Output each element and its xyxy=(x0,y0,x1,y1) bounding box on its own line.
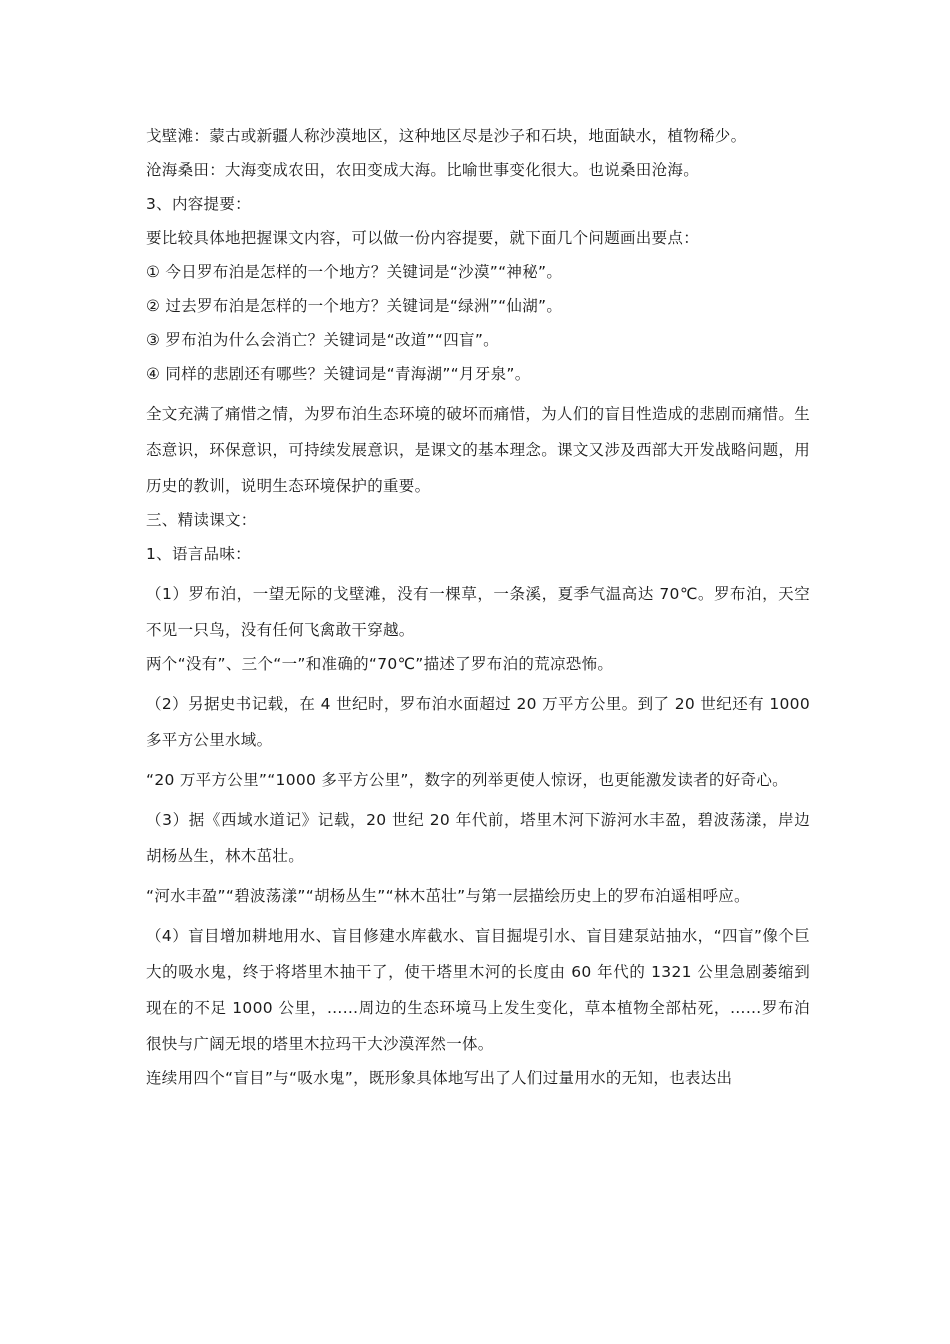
summary-point-2: ② 过去罗布泊是怎样的一个地方？关键词是“绿洲”“仙湖”。 xyxy=(146,297,563,315)
definition-gobi: 戈壁滩：蒙古或新疆人称沙漠地区，这种地区尽是沙子和石块，地面缺水，植物稀少。 xyxy=(146,127,747,145)
section-heading-content-summary: 3、内容提要： xyxy=(146,195,251,213)
excerpt-4: （4）盲目增加耕地用水、盲目修建水库截水、盲目掘堤引水、盲目建泵站抽水，“四盲”像个巨大的吸水鬼，终于将塔里木抽干了，使干塔里木河的长度由 60 年代的 1321 公里急剧萎缩到现在的不足 1000 公里，……周边的生态环境马上发生变化，草本植物全部枯死，……罗布泊很快与广阔无垠的塔里木拉玛干大沙漠浑然一体。 xyxy=(146,927,810,1053)
summary-point-1: ① 今日罗布泊是怎样的一个地方？关键词是“沙漠”“神秘”。 xyxy=(146,263,563,281)
subheading-language-appreciation: 1、语言品味： xyxy=(146,545,251,563)
excerpt-3: （3）据《西域水道记》记载，20 世纪 20 年代前，塔里木河下游河水丰盈，碧波荡漾，岸边胡杨丛生，林木茁壮。 xyxy=(146,811,810,865)
section-heading-close-reading: 三、精读课文： xyxy=(146,511,257,529)
analysis-1: 两个“没有”、三个“一”和准确的“70℃”描述了罗布泊的荒凉恐怖。 xyxy=(146,655,614,673)
summary-point-3: ③ 罗布泊为什么会消亡？关键词是“改道”“四盲”。 xyxy=(146,331,499,349)
excerpt-1: （1）罗布泊，一望无际的戈壁滩，没有一棵草，一条溪，夏季气温高达 70℃。罗布泊，天空不见一只鸟，没有任何飞禽敢干穿越。 xyxy=(146,585,810,639)
theme-paragraph: 全文充满了痛惜之情，为罗布泊生态环境的破坏而痛惜，为人们的盲目性造成的悲剧而痛惜。生态意识，环保意识，可持续发展意识，是课文的基本理念。课文又涉及西部大开发战略问题，用历史的教训，说明生态环境保护的重要。 xyxy=(146,405,810,495)
summary-intro: 要比较具体地把握课文内容，可以做一份内容提要，就下面几个问题画出要点： xyxy=(146,229,700,247)
analysis-2: “20 万平方公里”“1000 多平方公里”，数字的列举更使人惊讶，也更能激发读者的好奇心。 xyxy=(146,771,788,789)
document-body xyxy=(146,124,810,1100)
analysis-3: “河水丰盈”“碧波荡漾”“胡杨丛生”“林木茁壮”与第一层描绘历史上的罗布泊遥相呼应。 xyxy=(146,887,750,905)
excerpt-2: （2）另据史书记载，在 4 世纪时，罗布泊水面超过 20 万平方公里。到了 20 世纪还有 1000 多平方公里水域。 xyxy=(146,695,810,749)
summary-point-4: ④ 同样的悲剧还有哪些？关键词是“青海湖”“月牙泉”。 xyxy=(146,365,531,383)
analysis-4: 连续用四个“盲目”与“吸水鬼”，既形象具体地写出了人们过量用水的无知，也表达出 xyxy=(146,1069,733,1087)
definition-canghai-sangtian: 沧海桑田：大海变成农田，农田变成大海。比喻世事变化很大。也说桑田沧海。 xyxy=(146,161,700,179)
